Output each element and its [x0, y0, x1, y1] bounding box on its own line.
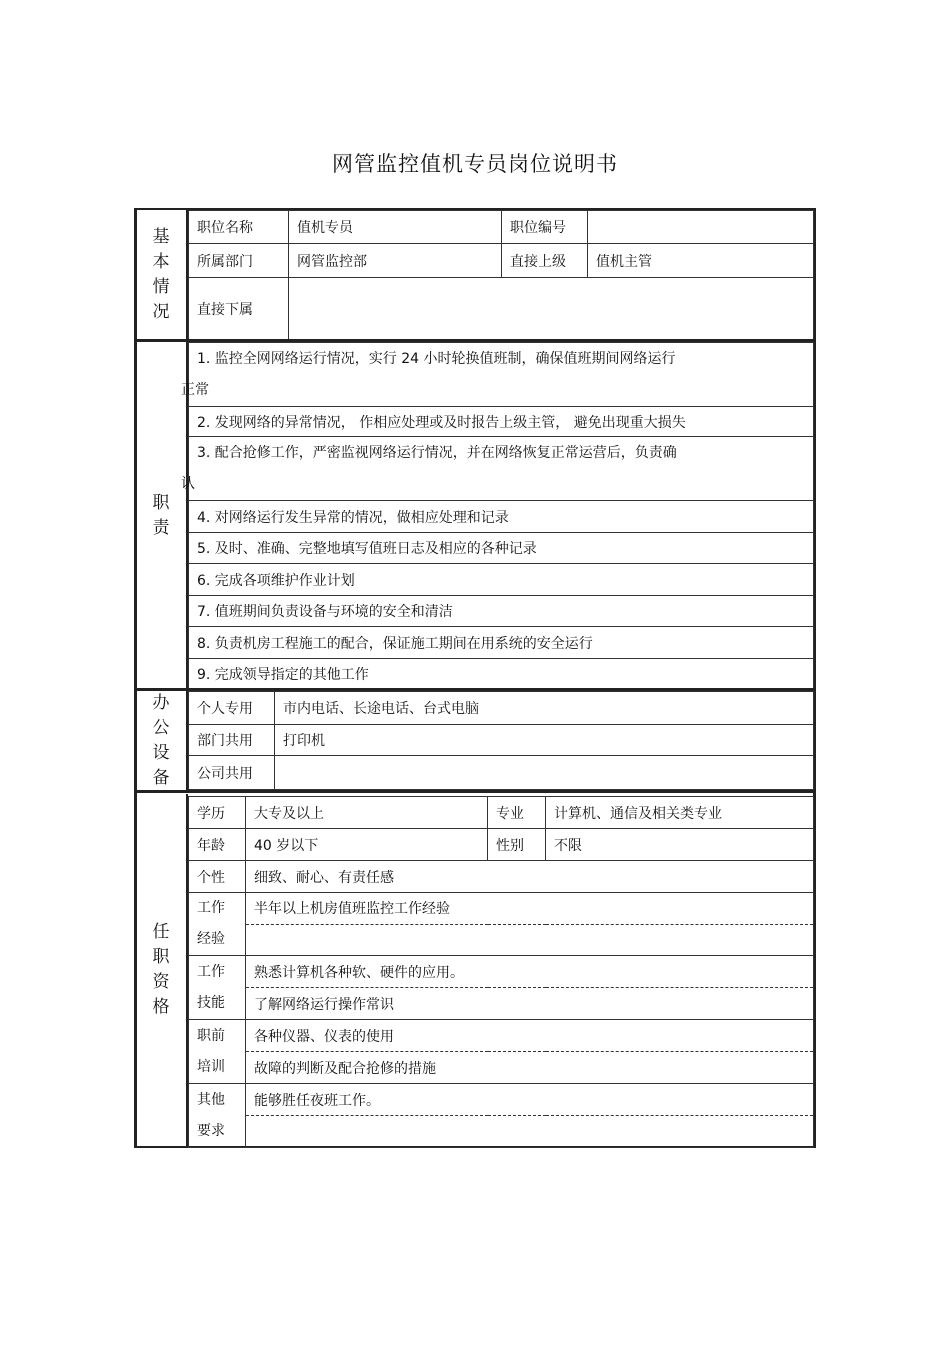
qualifications-table	[188, 796, 814, 1148]
other-line	[246, 1116, 814, 1148]
major-value: 计算机、通信及相关类专业	[546, 797, 814, 829]
training-line: 各种仪器、仪表的使用	[246, 1020, 814, 1052]
personality-value: 细致、耐心、有责任感	[246, 861, 814, 893]
skills-line: 了解网络运行操作常识	[246, 988, 814, 1020]
duties-table	[181, 342, 814, 690]
personality-label: 个性	[189, 861, 246, 893]
position-code-value	[588, 211, 814, 244]
office-row-value: 市内电话、长途电话、台式电脑	[275, 692, 814, 725]
duty-item: 9. 完成领导指定的其他工作	[189, 659, 814, 690]
duty-item: 8. 负责机房工程施工的配合，保证施工期间在用系统的安全运行	[189, 627, 814, 659]
other-label: 其他 要求	[189, 1084, 246, 1148]
age-value: 40 岁以下	[246, 829, 488, 861]
office-row-label: 部门共用	[189, 725, 275, 756]
training-label: 职前 培训	[189, 1020, 246, 1084]
section-label-qualifications: 任职资格	[152, 922, 170, 1017]
dept-value: 网管监控部	[289, 244, 502, 278]
subordinate-value	[289, 278, 814, 341]
office-equipment-table	[188, 691, 814, 790]
education-label: 学历	[189, 797, 246, 829]
gender-value: 不限	[546, 829, 814, 861]
office-row-value: 打印机	[275, 725, 814, 756]
skills-line: 熟悉计算机各种软、硬件的应用。	[246, 956, 814, 988]
dept-label: 所属部门	[189, 244, 289, 278]
section-label-duties: 职责	[152, 492, 170, 538]
position-name-value: 值机专员	[289, 211, 502, 244]
education-value: 大专及以上	[246, 797, 488, 829]
superior-value: 值机主管	[588, 244, 814, 278]
duty-item: 7. 值班期间负责设备与环境的安全和清洁	[189, 596, 814, 627]
duty-item: 4. 对网络运行发生异常的情况，做相应处理和记录	[189, 501, 814, 533]
office-row-label: 个人专用	[189, 692, 275, 725]
section-label-basic: 基本情况	[152, 227, 170, 322]
duty-item: 6. 完成各项维护作业计划	[189, 564, 814, 596]
office-row-value	[275, 756, 814, 790]
other-line: 能够胜任夜班工作。	[246, 1084, 814, 1116]
section-label-office: 办公设备	[152, 693, 170, 788]
office-row-label: 公司共用	[189, 756, 275, 790]
duty-item: 3. 配合抢修工作，严密监视网络运行情况，并在网络恢复正常运营后，负责确 认	[189, 437, 814, 501]
duty-item: 2. 发现网络的异常情况， 作相应处理或及时报告上级主管， 避免出现重大损失	[189, 407, 814, 437]
position-name-label: 职位名称	[189, 211, 289, 244]
basic-info-table	[188, 210, 814, 341]
document-title: 网管监控值机专员岗位说明书	[332, 152, 618, 176]
duty-item: 1. 监控全网网络运行情况，实行 24 小时轮换值班制，确保值班期间网络运行 正常	[189, 343, 814, 407]
subordinate-label: 直接下属	[189, 278, 289, 341]
experience-line: 半年以上机房值班监控工作经验	[246, 893, 814, 925]
duty-item: 5. 及时、准确、完整地填写值班日志及相应的各种记录	[189, 533, 814, 564]
gender-label: 性别	[488, 829, 546, 861]
experience-line	[246, 924, 814, 956]
skills-label: 工作 技能	[189, 956, 246, 1020]
section-divider	[134, 790, 816, 793]
major-label: 专业	[488, 797, 546, 829]
experience-label: 工作 经验	[189, 893, 246, 956]
position-code-label: 职位编号	[502, 211, 588, 244]
superior-label: 直接上级	[502, 244, 588, 278]
training-line: 故障的判断及配合抢修的措施	[246, 1052, 814, 1084]
age-label: 年龄	[189, 829, 246, 861]
